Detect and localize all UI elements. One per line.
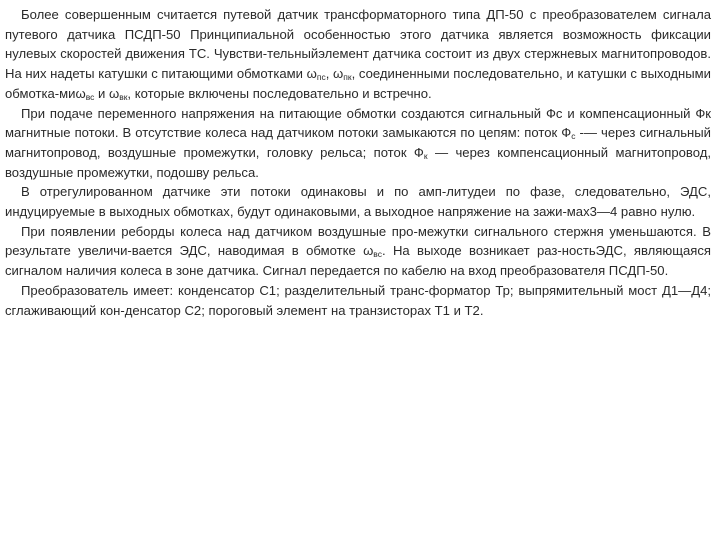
paragraph-1-text-5: , которые включены последовательно и встречно. xyxy=(127,85,432,101)
subscript-s: с xyxy=(571,131,576,142)
paragraph-1-text-2: , ω xyxy=(325,66,344,82)
paragraph-2 xyxy=(5,104,711,183)
paragraph-4-text-2: . На выходе возникает раз-ностьЭДС, являющаяся сигналом наличия колеса в зоне датчика. Сигнал передается по кабелю на вход преобразователя ПСДП-50. xyxy=(5,243,712,279)
paragraph-2-text-3: — через компенсационный магнитопровод, воздушные промежутки, подошву рельса. xyxy=(5,144,711,180)
paragraph-1-text-1: Более совершенным считается путевой датчик трансформаторного типа ДП-50 с преобразователем сигнала путевого датчика ПСДП-50 Принципиальной особенностью этого датчика является возможность фиксации нулевых скоростей движения ТС. Чувстви-тельныйэлемент датчика состоит из двух стержневых магнитопроводов. На них надеты катушки с питающими обмотками ω xyxy=(5,7,711,82)
paragraph-2-text-2: -— через сигнальный магнитопровод, воздушные промежутки, головку рельса; поток Ф xyxy=(5,125,711,160)
paragraph-5 xyxy=(5,281,711,320)
paragraph-3-text-1: В отрегулированном датчике эти потоки одинаковы и по амп-литудеи по фазе, следовательно, ЭДС, индуцируемые в выходных обмотках, будут одинаковыми, а выходное напряжение на зажи-мах3—4 равно нулю. xyxy=(5,184,711,220)
subscript-k: к xyxy=(423,150,428,161)
paragraph-1-text-4: и ω xyxy=(94,85,120,101)
paragraph-1-text-3: , соединенными последовательно, и катушки с выходными обмотка-миω xyxy=(5,66,712,101)
paragraph-4-text-1: При появлении реборды колеса над датчиком воздушные про-межутки сигнального стержня уменьшаются. В результате увеличи-вается ЭДС, наводимая в обмотке ω xyxy=(5,223,711,259)
paragraph-4 xyxy=(5,222,711,281)
paragraph-5-text-1: Преобразователь имеет: конденсатор С1; разделительный транс-форматор Тр; выпрямительный мост Д1—Д4; сглаживающий кон-денсатор С2; пороговый элемент на транзисторах Т1 и Т2. xyxy=(5,282,711,318)
subscript-pk: пк xyxy=(343,72,352,83)
subscript-ps: пс xyxy=(316,72,326,83)
subscript-vs-2: вс xyxy=(373,249,382,260)
subscript-vs: вс xyxy=(85,91,95,102)
paragraph-1 xyxy=(5,5,711,104)
subscript-vk: вк xyxy=(119,91,128,102)
paragraph-3 xyxy=(5,182,711,221)
document-page xyxy=(5,0,711,320)
paragraph-2-text-1: При подаче переменного напряжения на питающие обмотки создаются сигнальный Фс и компенсационный Фк магнитные потоки. В отсутствие колеса над датчиком потоки замыкаются по цепям: поток Ф xyxy=(5,105,711,141)
